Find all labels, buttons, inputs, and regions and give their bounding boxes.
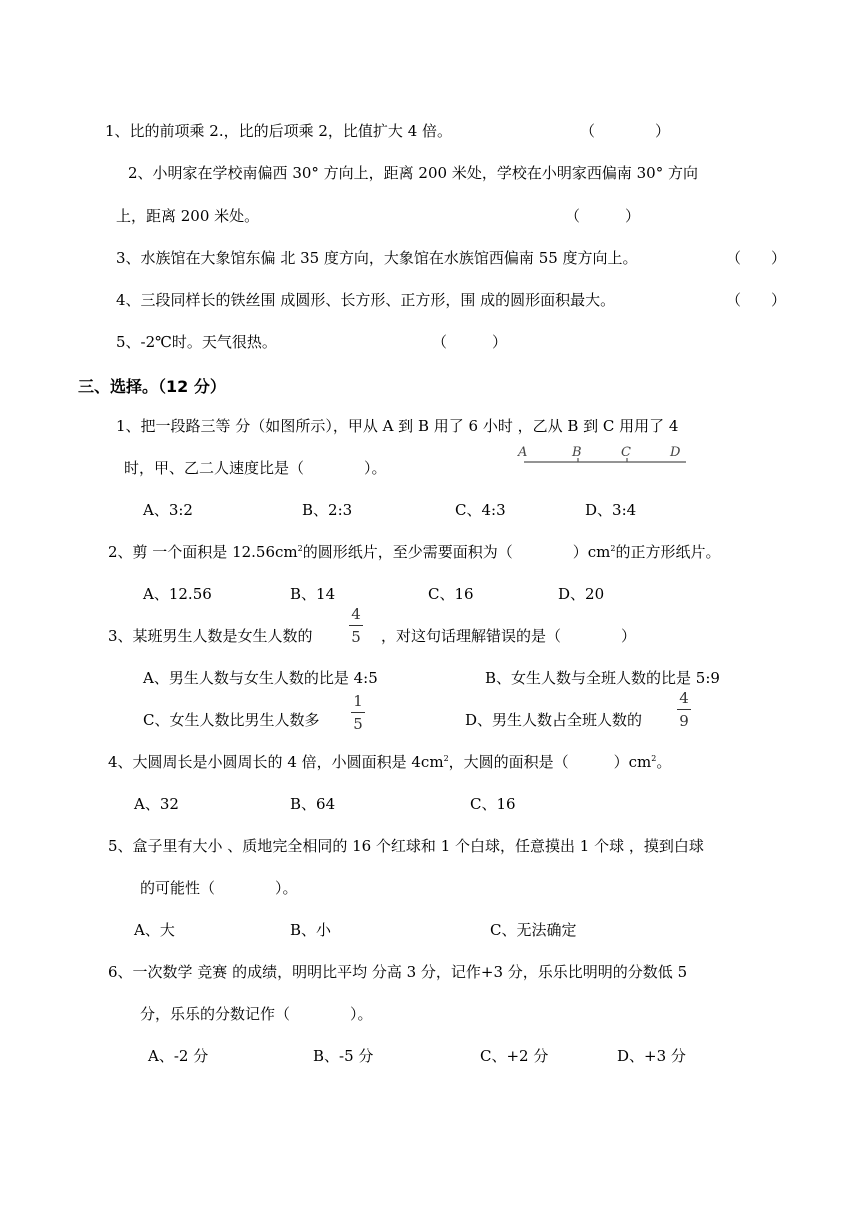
choice-q2-option-a[interactable]: A、12.56 [143, 585, 212, 603]
choice-q2-stem: 2、剪 一个面积是 $12.56cm^2$的圆形纸片，至少需要面积为（ ）$cm^2$的正方形纸片。 [108, 543, 721, 561]
choice-q4-stem: 4、大圆周长是小圆周长的 4 倍，小圆面积是 $4cm^2$，大圆的面积是（ ）$cm^2$。 [108, 753, 672, 771]
choice-q3-option-a[interactable]: A、男生人数与女生人数的比是 4:5 [143, 669, 378, 687]
choice-q3-stem-post: ，对这句话理解错误的是（ ） [381, 627, 637, 645]
choice-q2-option-d[interactable]: D、20 [558, 585, 605, 603]
segment-diagram [516, 442, 696, 468]
choice-q1-option-a[interactable]: A、3:2 [143, 501, 193, 519]
choice-q6-line1: 6、一次数学 竞赛 的成绩，明明比平均 分高 3 分，记作+3 分，乐乐比明明的分数低 5 [108, 963, 688, 981]
choice-q3-stem-pre: 3、某班男生人数是女生人数的 [108, 627, 313, 645]
choice-q3-option-c[interactable]: C、女生人数比男生人数多 [143, 711, 320, 729]
segment-label-b: B [572, 445, 582, 460]
segment-label-c: C [621, 445, 631, 460]
choice-q3-option-d[interactable]: D、男生人数占全班人数的 [465, 711, 643, 729]
choice-q5-option-b[interactable]: B、小 [290, 921, 332, 939]
choice-q1-option-d[interactable]: D、3:4 [585, 501, 637, 519]
choice-q2-option-b[interactable]: B、14 [290, 585, 336, 603]
judge-q3-answer-paren[interactable]: （ ） [726, 249, 787, 267]
choice-q4-option-c[interactable]: C、16 [470, 795, 516, 813]
choice-q3-option-b[interactable]: B、女生人数与全班人数的比是 5:9 [485, 669, 720, 687]
judge-q4-text: 4、三段同样长的铁丝围 成圆形、长方形、正方形，围 成的圆形面积最大。 [116, 291, 616, 309]
choice-q5-line2: 的可能性（ ）。 [140, 879, 298, 897]
judge-q2-line1: 2、小明家在学校南偏西 30° 方向上，距离 200 米处，学校在小明家西偏南 30° 方向 [128, 164, 698, 182]
choice-q5-option-a[interactable]: A、大 [134, 921, 175, 939]
choice-q1-line1: 1、把一段路三等 分（如图所示），甲从 A 到 B 用了 6 小时 ，乙从 B 到 C 用用了 4 [116, 417, 679, 435]
choice-q4-option-a[interactable]: A、32 [134, 795, 179, 813]
choice-q5-line1: 5、盒子里有大小 、质地完全相同的 16 个红球和 1 个白球，任意摸出 1 个球 ，摸到白球 [108, 837, 704, 855]
choice-q6-option-d[interactable]: D、+3 分 [617, 1047, 686, 1065]
judge-q2-line2: 上，距离 200 米处。 [116, 207, 260, 225]
segment-label-a: A [518, 445, 528, 460]
choice-q3-option-d-fraction: 4 9 [677, 690, 691, 729]
choice-q6-option-a[interactable]: A、-2 分 [148, 1047, 209, 1065]
choice-q5-option-c[interactable]: C、无法确定 [490, 921, 577, 939]
choice-q4-option-b[interactable]: B、64 [290, 795, 336, 813]
judge-q4-answer-paren[interactable]: （ ） [726, 291, 787, 309]
choice-q3-fraction: 4 5 [349, 606, 363, 645]
judge-q3-text: 3、水族馆在大象馆东偏 北 35 度方向，大象馆在水族馆西偏南 55 度方向上。 [116, 249, 638, 267]
segment-label-d: D [670, 445, 681, 460]
choice-q6-line2: 分，乐乐的分数记作（ ）。 [140, 1005, 373, 1023]
section-heading-choice: 三、选择。（12 分） [78, 377, 226, 396]
choice-q6-option-b[interactable]: B、-5 分 [313, 1047, 374, 1065]
judge-q1-answer-paren[interactable]: （ ） [580, 122, 671, 140]
choice-q1-option-c[interactable]: C、4:3 [455, 501, 506, 519]
judge-q5-answer-paren[interactable]: （ ） [432, 333, 508, 351]
choice-q3-option-c-fraction: 1 5 [351, 693, 365, 732]
judge-q2-answer-paren[interactable]: （ ） [565, 207, 641, 225]
choice-q1-option-b[interactable]: B、2:3 [302, 501, 353, 519]
choice-q6-option-c[interactable]: C、+2 分 [480, 1047, 549, 1065]
judge-q5-text: 5、-2℃时。天气很热。 [116, 333, 277, 351]
judge-q1-text: 1、比的前项乘 2.，比的后项乘 2，比值扩大 4 倍。 [105, 122, 453, 140]
choice-q2-option-c[interactable]: C、16 [428, 585, 474, 603]
choice-q1-line2: 时，甲、乙二人速度比是（ ）。 [124, 459, 387, 477]
